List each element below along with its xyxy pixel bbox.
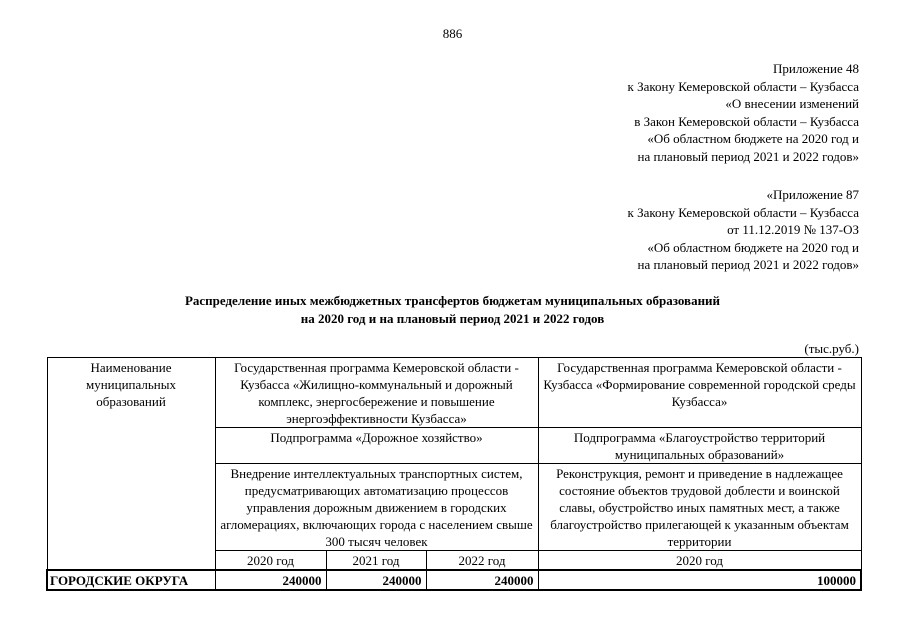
appendix-line: «Об областном бюджете на 2020 год и — [647, 239, 859, 255]
program-2-header: Государственная программа Кемеровской области - Кузбасса «Формирование современной городской среды Кузбасса» — [538, 358, 861, 428]
row-value: 240000 — [215, 570, 326, 590]
appendix-line: к Закону Кемеровской области – Кузбасса — [627, 204, 859, 220]
appendix-line: от 11.12.2019 № 137-ОЗ — [727, 222, 859, 238]
year-header: 2022 год — [426, 551, 538, 571]
program-2-subprogram: Подпрограмма «Благоустройство территорий муниципальных образований» — [538, 428, 861, 464]
municipality-column-spacer — [47, 464, 215, 551]
transfers-table — [46, 357, 862, 591]
activity-header-row — [47, 464, 861, 551]
year-header: 2020 год — [215, 551, 326, 571]
year-header: 2021 год — [326, 551, 426, 571]
program-1-subprogram: Подпрограмма «Дорожное хозяйство» — [215, 428, 538, 464]
program-1-header: Государственная программа Кемеровской области - Кузбасса «Жилищно-коммунальный и дорожный комплекс, энергосбережение и повышение энергоэффективности Кузбасса» — [215, 358, 538, 428]
program-header-row — [47, 358, 861, 428]
appendix-87-block — [628, 186, 860, 274]
row-value: 100000 — [538, 570, 861, 590]
municipality-column-header: Наименование муниципальных образований — [47, 358, 215, 428]
appendix-line: Приложение 48 — [772, 61, 859, 76]
title-line-1: Распределение иных межбюджетных трансфертов бюджетам муниципальных образований — [184, 293, 721, 308]
appendix-line: в Закон Кемеровской области – Кузбасса — [634, 113, 859, 129]
appendix-line: «Приложение 87 — [766, 187, 859, 202]
appendix-48-block — [628, 60, 860, 166]
table-row — [47, 570, 861, 590]
subprogram-header-row — [47, 428, 861, 464]
row-value: 240000 — [326, 570, 426, 590]
municipality-column-spacer — [47, 428, 215, 464]
appendix-line: «Об областном бюджете на 2020 год и — [647, 131, 859, 147]
program-1-activity: Внедрение интеллектуальных транспортных систем, предусматривающих автоматизацию процессов управления дорожным движением в городских агломерациях, включающих города с населением свыше 300 тысяч человек — [215, 464, 538, 551]
appendix-line: к Закону Кемеровской области – Кузбасса — [627, 78, 859, 94]
page-number: 886 — [442, 26, 463, 41]
appendix-line: «О внесении изменений — [725, 96, 859, 112]
appendix-line: на плановый период 2021 и 2022 годов» — [637, 257, 859, 273]
program-2-activity: Реконструкция, ремонт и приведение в надлежащее состояние объектов трудовой доблести и воинской славы, обустройство иных памятных мест, а также благоустройство прилегающей к указанным объектам территории — [538, 464, 861, 551]
row-label: ГОРОДСКИЕ ОКРУГА — [47, 570, 215, 590]
row-value: 240000 — [426, 570, 538, 590]
units-label: (тыс.руб.) — [804, 341, 859, 356]
document-title — [0, 292, 905, 328]
title-line-2: на 2020 год и на плановый период 2021 и 2022 годов — [300, 311, 605, 326]
municipality-column-spacer — [47, 551, 215, 571]
year-header: 2020 год — [538, 551, 861, 571]
year-header-row — [47, 551, 861, 571]
appendix-line: на плановый период 2021 и 2022 годов» — [637, 148, 859, 164]
